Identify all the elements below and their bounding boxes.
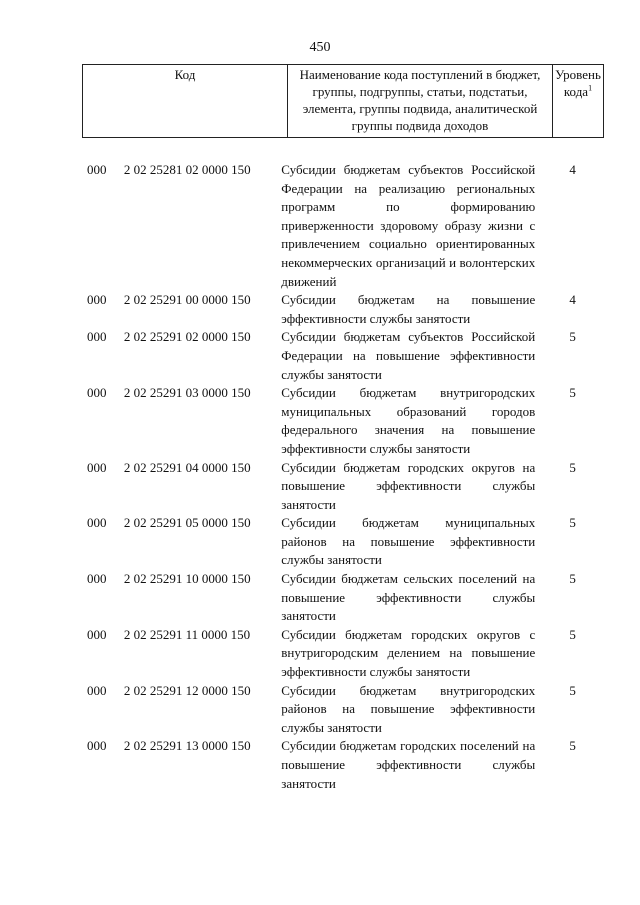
level-cell: 5	[569, 385, 576, 401]
revenue-code-cell: 2 02 25291 02 0000 150	[123, 329, 251, 345]
level-cell: 5	[569, 682, 576, 698]
name-cell: Субсидии бюджетам муниципальных районов на повышение эффективности службы занятости	[281, 515, 536, 568]
header-level	[553, 65, 604, 138]
level-cell: 5	[569, 329, 576, 345]
level-cell: 5	[569, 459, 576, 475]
name-cell: Субсидии бюджетам городских поселений на повышение эффективности службы занятости	[281, 738, 536, 791]
table-row	[82, 682, 604, 738]
revenue-code-cell: 2 02 25291 11 0000 150	[123, 626, 251, 642]
admin-code-cell: 000	[87, 459, 107, 475]
admin-code-cell: 000	[87, 571, 107, 587]
admin-code-cell: 000	[87, 385, 107, 401]
revenue-code-cell: 2 02 25291 12 0000 150	[123, 682, 251, 698]
table-row	[82, 514, 604, 570]
admin-code-cell: 000	[87, 738, 107, 754]
name-cell: Субсидии бюджетам субъектов Российской Федерации на реализацию региональных программ по формированию приверженности здоровому образу жизни с привлечением социально ориентированных некоммерческих организаций и волонтерских движений	[281, 162, 536, 289]
admin-code-cell: 000	[87, 329, 107, 345]
level-cell: 5	[569, 626, 576, 642]
name-cell: Субсидии бюджетам субъектов Российской Федерации на повышение эффективности службы занятости	[281, 329, 536, 382]
revenue-code-cell: 2 02 25281 02 0000 150	[123, 162, 251, 177]
header-level-footnote: 1	[588, 83, 593, 93]
table-row	[82, 737, 604, 793]
name-cell: Субсидии бюджетам на повышение эффективности службы занятости	[281, 292, 536, 326]
admin-code-cell: 000	[87, 162, 107, 177]
table-header	[82, 64, 604, 138]
name-cell: Субсидии бюджетам городских округов на повышение эффективности службы занятости	[281, 459, 536, 512]
table-row	[82, 570, 604, 626]
admin-code-cell: 000	[87, 682, 107, 698]
admin-code-cell: 000	[87, 292, 107, 308]
header-code: Код	[83, 65, 288, 138]
revenue-code-cell: 2 02 25291 13 0000 150	[123, 738, 251, 754]
name-cell: Субсидии бюджетам городских округов с внутригородским делением на повышение эффективности службы занятости	[281, 626, 536, 680]
revenue-code-cell: 2 02 25291 05 0000 150	[123, 515, 251, 531]
revenue-code-cell: 2 02 25291 00 0000 150	[123, 292, 251, 308]
table-row	[82, 459, 604, 515]
revenue-code-cell: 2 02 25291 10 0000 150	[123, 571, 251, 587]
level-cell: 5	[569, 738, 576, 754]
table-row	[82, 161, 604, 291]
admin-code-cell: 000	[87, 626, 107, 642]
header-level-label: Уровень кода	[555, 67, 601, 99]
level-cell: 4	[569, 292, 576, 308]
header-name: Наименование кода поступлений в бюджет, группы, подгруппы, статьи, подстатьи, элемента, группы подвида, аналитической группы подвида доходов	[288, 65, 553, 138]
table-row	[82, 384, 604, 458]
name-cell: Субсидии бюджетам внутригородских районов на повышение эффективности службы занятости	[281, 682, 536, 735]
table-row	[82, 328, 604, 384]
revenue-code-cell: 2 02 25291 03 0000 150	[123, 385, 251, 401]
table-row	[82, 291, 604, 328]
name-cell: Субсидии бюджетам сельских поселений на повышение эффективности службы занятости	[281, 571, 536, 624]
name-cell: Субсидии бюджетам внутригородских муниципальных образований городов федерального значения на повышение эффективности службы занятости	[281, 385, 536, 456]
table-row	[82, 626, 604, 682]
level-cell: 4	[569, 162, 576, 177]
admin-code-cell: 000	[87, 515, 107, 531]
revenue-code-cell: 2 02 25291 04 0000 150	[123, 459, 251, 475]
level-cell: 5	[569, 571, 576, 587]
level-cell: 5	[569, 515, 576, 531]
table-body	[82, 161, 604, 793]
page-number: 450	[309, 40, 331, 55]
